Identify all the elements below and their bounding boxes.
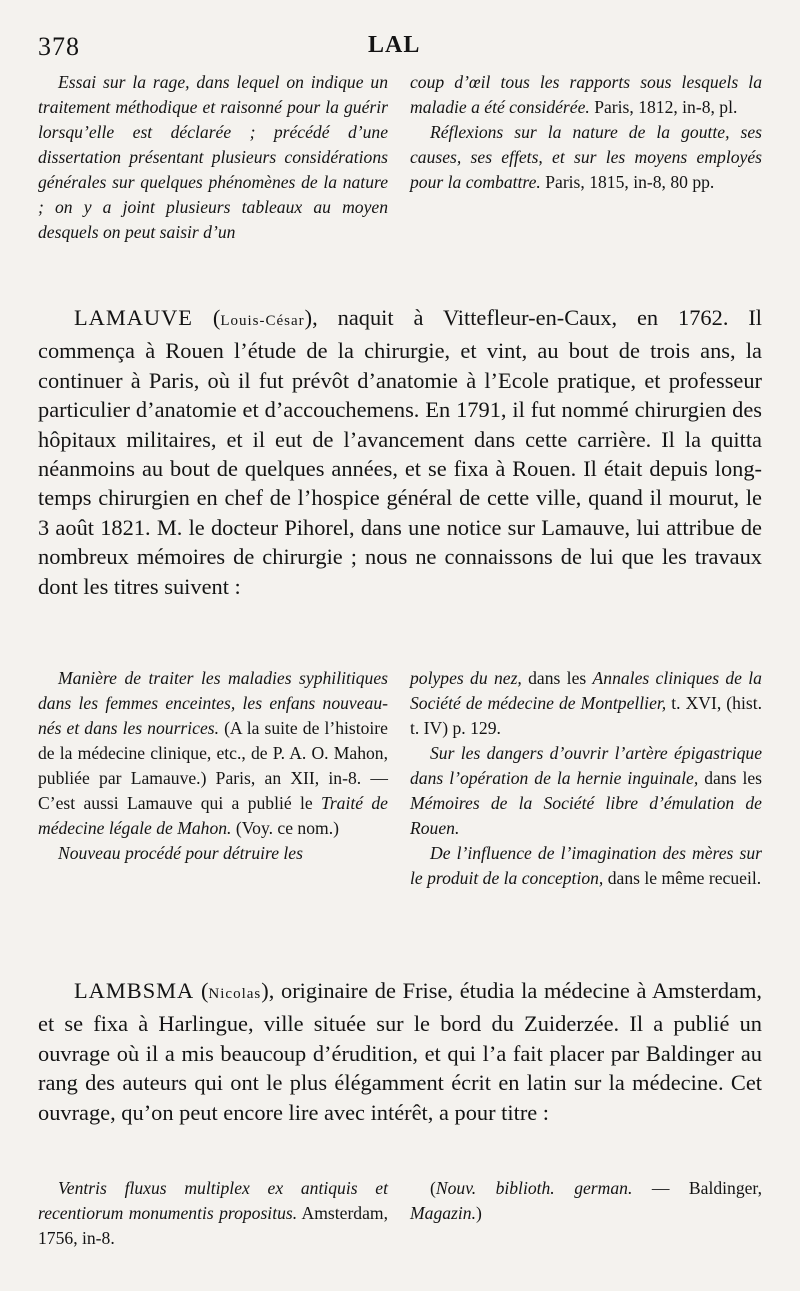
work-influence-ref: dans le même recueil. <box>607 868 762 888</box>
top-right-column <box>410 70 762 195</box>
work-influence-title: De l’influence de l’imagination des mères sur le produit de la conception, <box>410 843 762 888</box>
running-head: LAL <box>368 32 421 58</box>
ventris-imprint: Amsterdam, 1756, in-8. <box>38 1203 388 1248</box>
works-left-column <box>38 666 388 866</box>
work-traite-title: Traité de médecine légale de Mahon. <box>38 793 388 838</box>
page-number: 378 <box>38 32 80 61</box>
work-annales-ref: t. XVI, (hist. t. IV) p. 129. <box>410 693 762 738</box>
top-left-column <box>38 70 388 245</box>
ventris-title: Ventris fluxus multiplex ex antiquis et recentiorum monumentis propositus. <box>38 1178 388 1223</box>
lamauve-firstnames: Louis-César <box>220 313 305 329</box>
lambsma-text: originaire de Frise, étudia la médecine à Amsterdam, et se fixa à Harlingue, ville située sur le bord du Zuiderzée. Il a publié un ouvrage où il a mis beaucoup d’érudition, et qui l’a fait placer par Baldinger au rang des auteurs qui ont le plus élégamment écrit en latin sur la médecine. Cet ouvrage, qu’on peut encore lire avec intérêt, a pour titre : <box>38 978 763 1125</box>
work-nouveau-connector: dans les <box>528 668 587 688</box>
lambsma-name: LAMBSMA <box>74 978 195 1003</box>
lamauve-text: naquit à Vittefleur-en-Caux, en 1762. Il commença à Rouen l’étude de la chirurgie, et vint, au bout de trois ans, la continuer à Paris, où il fut prévôt d’anatomie à l’Ecole pratique, et professeur particulier d’anatomie et d’accouchemens. En 1791, il fut nommé chirurgien des hôpitaux militaires, et il eut de l’avancement dans cette carrière. Il la quitta néanmoins au bout de quelques années, et se fixa à Rouen. Il était depuis long-temps chirurgien en chef de l’hospice général de cette ville, quand il mourut, le 3 août 1821. M. le docteur Pihorel, dans une notice sur Lamauve, lui attribue de nombreux mémoires de chirurgie ; nous ne connaissons de lui que les travaux dont les titres suivent : <box>38 305 763 599</box>
essai-title-continued: coup d’œil tous les rapports sous lesquels la maladie a été considérée. <box>410 72 762 117</box>
lambsma-firstnames: Nicolas <box>208 986 262 1002</box>
page-header <box>0 30 800 64</box>
work-maniere-title: Manière de traiter les maladies syphilitiques dans les femmes enceintes, les enfans nouveau-nés et dans les nourrices. <box>38 668 388 738</box>
essai-imprint: Paris, 1812, in-8, pl. <box>594 97 738 117</box>
work-memoires-title: Mémoires de la Société libre d’émulation de Rouen. <box>410 793 762 838</box>
work-nouveau-title: Nouveau procédé pour détruire les <box>58 843 303 863</box>
works-right-column <box>410 666 762 891</box>
work-maniere-note: (A la suite de l’histoire de la médecine clinique, etc., de P. A. O. Mahon, publiée par Lamauve.) Paris, an XII, in-8. — C’est aussi Lamauve qui a publié le <box>38 718 388 813</box>
essai-title: Essai sur la rage, dans lequel on indique un traitement méthodique et raisonné pour la guérir lorsqu’elle est déclarée ; précédé d’une dissertation présentant plusieurs considérations générales sur quelques phénomènes de la nature ; on y a joint plusieurs tableaux au moyen desquels on peut saisir d’un <box>38 72 388 242</box>
bottom-right-column <box>410 1176 762 1226</box>
lambsma-entry: LAMBSMA (Nicolas), originaire de Frise, étudia la médecine à Amsterdam, et se fixa à Harlingue, ville située sur le bord du Zuiderzée. Il a publié un ouvrage où il a mis beaucoup d’érudition, et qui l’a fait placer par Baldinger au rang des auteurs qui ont le plus élégamment écrit en latin sur la médecine. Cet ouvrage, qu’on peut encore lire avec intérêt, a pour titre : <box>38 978 763 1125</box>
lamauve-entry: LAMAUVE (Louis-César), naquit à Vittefleur-en-Caux, en 1762. Il commença à Rouen l’étude de la chirurgie, et vint, au bout de trois ans, la continuer à Paris, où il fut prévôt d’anatomie à l’Ecole pratique, et professeur particulier d’anatomie et d’accouchemens. En 1791, il fut nommé chirurgien des hôpitaux militaires, et il eut de l’avancement dans cette carrière. Il la quitta néanmoins au bout de quelques années, et se fixa à Rouen. Il était depuis long-temps chirurgien en chef de l’hospice général de cette ville, quand il mourut, le 3 août 1821. M. le docteur Pihorel, dans une notice sur Lamauve, lui attribue de nombreux mémoires de chirurgie ; nous ne connaissons de lui que les travaux dont les titres suivent : <box>38 305 763 599</box>
lamauve-name: LAMAUVE <box>74 305 193 330</box>
source-open-paren: ( <box>430 1178 436 1198</box>
work-nouveau-title-continued: polypes du nez, <box>410 668 522 688</box>
work-annales-title: Annales cliniques de la Société de médecine de Montpellier, <box>410 668 762 713</box>
source-magazin: Magazin. <box>410 1203 476 1223</box>
reflexions-imprint: Paris, 1815, in-8, 80 pp. <box>545 172 715 192</box>
work-traite-ref: (Voy. ce nom.) <box>235 818 339 838</box>
work-dangers-title: Sur les dangers d’ouvrir l’artère épigastrique dans l’opération de la hernie inguinale, <box>410 743 762 788</box>
work-dangers-connector: dans les <box>704 768 762 788</box>
source-baldinger: — Baldinger, <box>651 1178 762 1198</box>
source-biblioth: Nouv. biblioth. german. <box>435 1178 633 1198</box>
bottom-left-column <box>38 1176 388 1251</box>
source-close-paren: ) <box>475 1203 482 1223</box>
reflexions-title: Réflexions sur la nature de la goutte, ses causes, ses effets, et sur les moyens employés pour la combattre. <box>410 122 762 192</box>
